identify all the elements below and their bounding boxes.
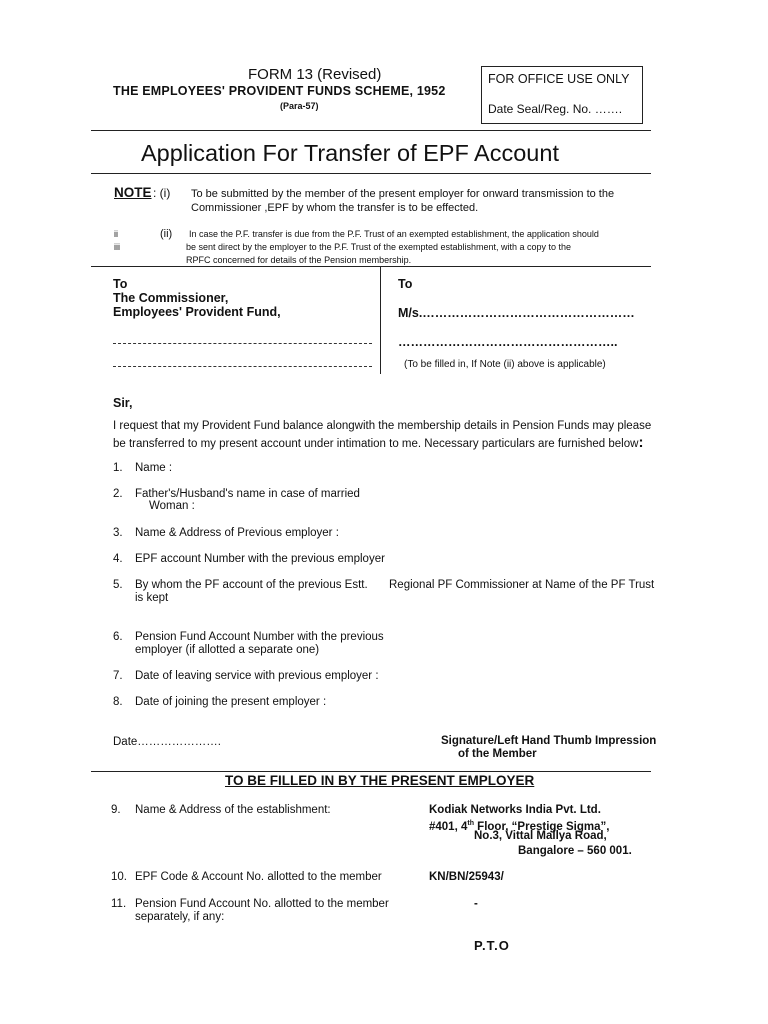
item-father-husband-label: Father's/Husband's name in case of married — [135, 488, 360, 500]
item-establishment-label: Name & Address of the establishment: — [135, 804, 331, 816]
office-use-title: FOR OFFICE USE ONLY — [488, 72, 630, 86]
item-number: 8. — [113, 696, 123, 708]
item-epf-account-label: EPF account Number with the previous employer — [135, 553, 385, 565]
request-colon: : — [638, 434, 644, 451]
scheme-title: THE EMPLOYEES' PROVIDENT FUNDS SCHEME, 1952 — [113, 84, 446, 98]
note-item-ii-line3: RPFC concerned for details of the Pension membership. — [186, 255, 412, 265]
address-line1-pre: #401, 4 — [429, 820, 468, 833]
item-number: 3. — [113, 527, 123, 539]
item-father-husband-label-2: Woman : — [149, 500, 195, 512]
form-number-title: FORM 13 (Revised) — [248, 66, 382, 83]
item-pension-account-label: Pension Fund Account Number with the previous — [135, 631, 384, 643]
note-item-i-text: To be submitted by the member of the present employer for onward transmission to the Commissioner ,EPF by whom the transfer is to be effected. — [191, 188, 615, 214]
item-number: 6. — [113, 631, 123, 643]
item-number: 7. — [113, 670, 123, 682]
epf-code-value: KN/BN/25943/ — [429, 871, 504, 883]
item-number: 4. — [113, 553, 123, 565]
pension-account-value: - — [474, 898, 478, 910]
item-pension-account-label-2: employer (if allotted a separate one) — [135, 644, 320, 656]
signature-label: Signature/Left Hand Thumb Impression — [441, 735, 657, 747]
establishment-address-line2: No.3, Vittal Mallya Road, — [474, 830, 607, 842]
request-text-line2-body: be transferred to my present account under intimation to me. Necessary particulars are furnished below — [113, 438, 639, 450]
item-name-label: Name : — [135, 462, 173, 474]
item-previous-employer-label: Name & Address of Previous employer : — [135, 527, 339, 539]
to-label-right: To — [398, 277, 413, 291]
item-pf-kept-by-label-2: is kept — [135, 592, 169, 604]
establishment-name: Kodiak Networks India Pvt. Ltd. — [429, 804, 601, 816]
office-date-seal: Date Seal/Reg. No. ……. — [488, 102, 623, 116]
employer-section-heading: TO BE FILLED IN BY THE PRESENT EMPLOYER — [225, 773, 535, 788]
item-pension-allotted-label: Pension Fund Account No. allotted to the member — [135, 898, 389, 910]
please-turn-over: P.T.O — [474, 938, 510, 953]
item-date-joining-label: Date of joining the present employer : — [135, 696, 327, 708]
fill-in-note: (To be filled in, If Note (ii) above is applicable) — [404, 359, 606, 370]
note-roman-iii: iii — [114, 242, 120, 252]
note-roman-ii: ii — [114, 229, 118, 239]
request-text-line2 — [113, 434, 643, 451]
note-item-ii-line1: In case the P.F. transfer is due from the P.F. Trust of an exempted establishment, the application should — [189, 229, 599, 239]
item-number: 5. — [113, 579, 123, 591]
ms-field-line-2[interactable]: …………………………………………….. — [398, 335, 618, 349]
address-column-divider — [380, 266, 381, 374]
signature-label-2: of the Member — [458, 748, 537, 760]
employer-section-divider — [91, 771, 651, 772]
note-divider — [91, 266, 651, 267]
item-number: 9. — [111, 804, 121, 816]
addressee-commissioner: The Commissioner, — [113, 291, 229, 305]
address-blank-line-2[interactable] — [113, 366, 372, 367]
item-pension-allotted-label-2: separately, if any: — [135, 911, 225, 923]
to-label-left: To — [113, 277, 128, 291]
note-item-ii-marker: (ii) — [160, 228, 173, 240]
addressee-fund: Employees' Provident Fund, — [113, 305, 281, 319]
ms-field[interactable]: M/s.…………………………………………… — [398, 306, 635, 320]
item-number: 2. — [113, 488, 123, 500]
address-blank-line-1[interactable] — [113, 343, 372, 344]
note-item-ii-line2: be sent direct by the employer to the P.F. Trust of the exempted establishment, with a copy to the — [186, 242, 572, 252]
page-title: Application For Transfer of EPF Account — [141, 140, 559, 166]
request-text-line1: I request that my Provident Fund balance alongwith the membership details in Pension Funds may please — [113, 420, 652, 432]
item-pf-kept-by-options: Regional PF Commissioner at Name of the PF Trust — [389, 579, 655, 591]
para-reference: (Para-57) — [280, 101, 319, 111]
address-line1-sup: th — [467, 820, 474, 827]
address-line1-post: Floor, “Prestige Sigma”, — [473, 820, 610, 833]
establishment-address-line3: Bangalore – 560 001. — [518, 845, 632, 857]
item-date-leaving-label: Date of leaving service with previous employer : — [135, 670, 379, 682]
item-number: 1. — [113, 462, 123, 474]
item-pf-kept-by-label: By whom the PF account of the previous Estt. — [135, 579, 368, 591]
title-underline — [91, 173, 651, 174]
note-label: NOTE — [114, 185, 152, 200]
note-item-i-marker: : (i) — [153, 186, 171, 200]
item-number: 10. — [111, 871, 127, 883]
item-epf-code-label: EPF Code & Account No. allotted to the member — [135, 871, 382, 883]
date-field[interactable]: Date…………………. — [113, 736, 221, 748]
item-number: 11. — [111, 898, 127, 910]
salutation: Sir, — [113, 396, 133, 410]
header-divider — [91, 130, 651, 131]
